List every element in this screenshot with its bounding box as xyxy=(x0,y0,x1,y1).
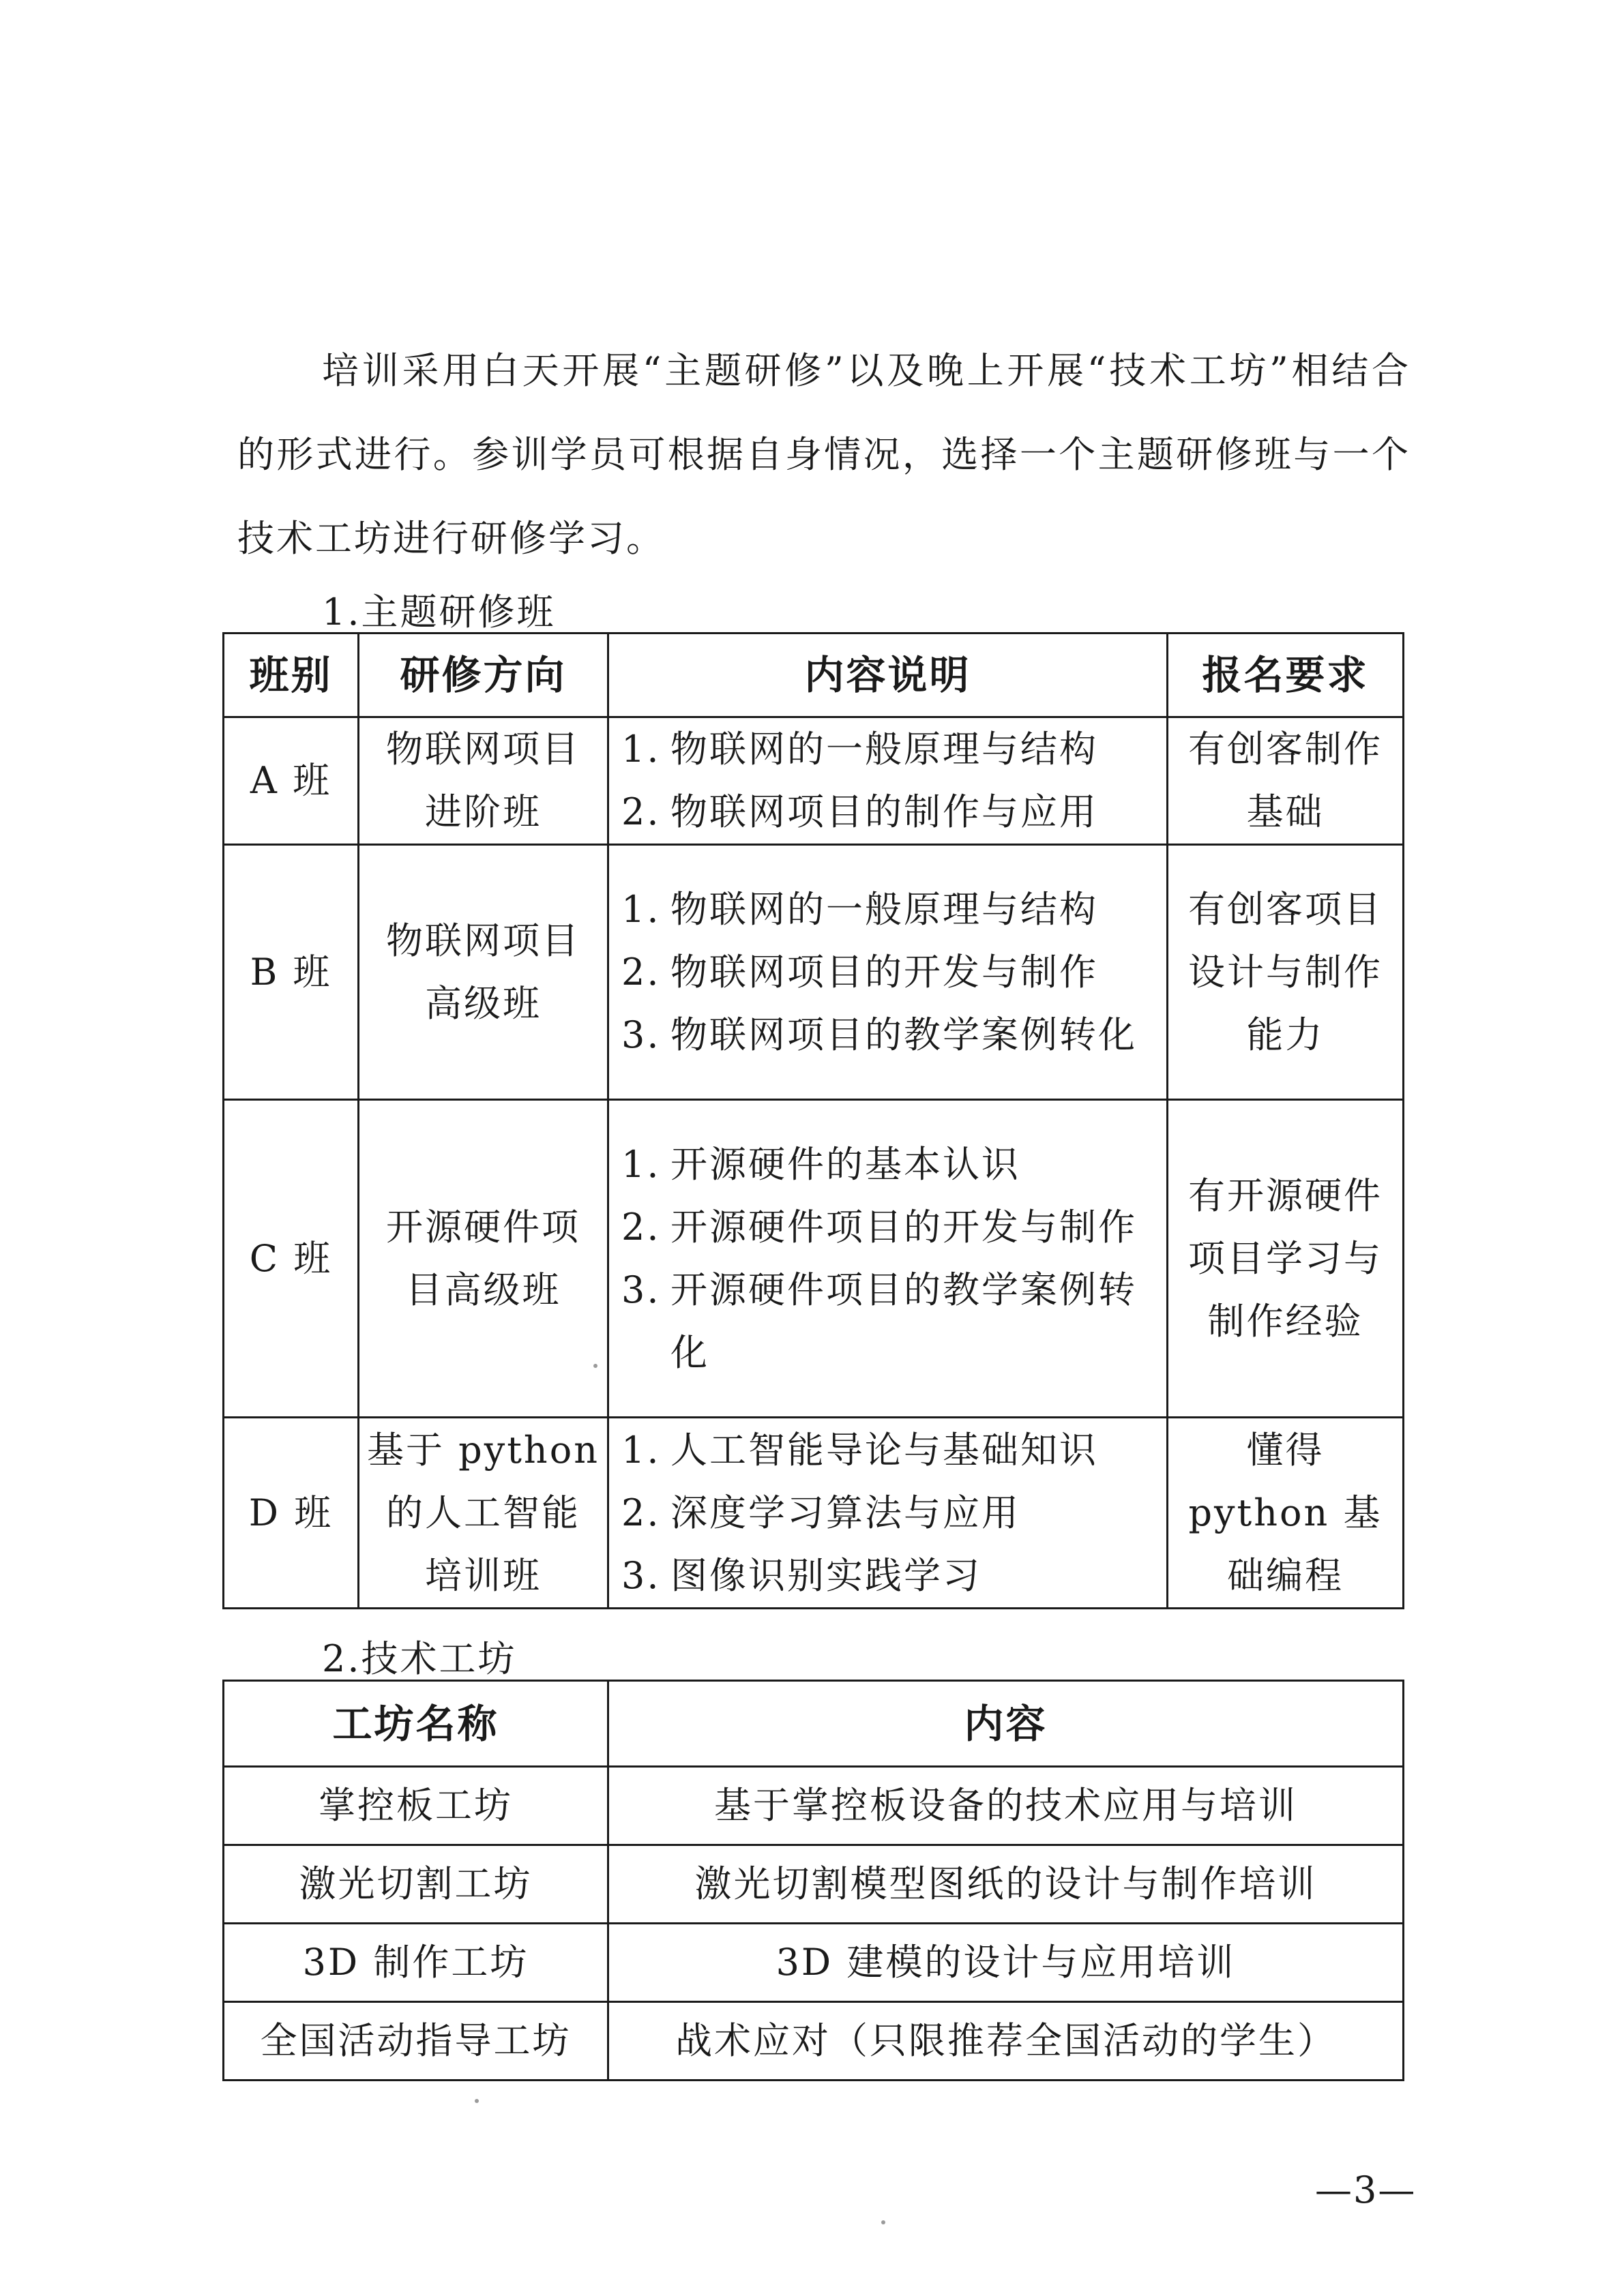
header-class: 班别 xyxy=(224,633,359,717)
workshop-row xyxy=(224,2002,1404,2081)
table-row-a xyxy=(224,717,1404,845)
workshop-content-cell: 3D 建模的设计与应用培训 xyxy=(608,1924,1404,2002)
item-number: 2. xyxy=(621,950,661,994)
direction-cell xyxy=(359,1100,608,1418)
item-text: 物联网的一般原理与结构 xyxy=(670,728,1098,771)
content-item xyxy=(621,941,1161,1004)
direction-line: 开源硬件项 xyxy=(386,1205,580,1249)
item-text: 开源硬件的基本认识 xyxy=(670,1142,1020,1186)
item-text: 人工智能导论与基础知识 xyxy=(670,1428,1098,1472)
direction-line: 目高级班 xyxy=(405,1268,561,1311)
intro-paragraph: 培训采用白天开展“主题研修”以及晚上开展“技术工坊”相结合的形式进行。参训学员可根据自身情况，选择一个主题研修班与一个技术工坊进行研修学习。 xyxy=(237,349,1411,560)
item-text: 深度学习算法与应用 xyxy=(670,1491,1020,1534)
content-item xyxy=(621,878,1161,941)
class-cell: D 班 xyxy=(224,1418,359,1609)
content-item xyxy=(621,1004,1161,1067)
workshop-name-cell: 3D 制作工坊 xyxy=(224,1924,608,2002)
section1-heading: 1.主题研修班 xyxy=(322,591,556,633)
header-direction: 研修方向 xyxy=(359,633,608,717)
requirement-line: 制作经验 xyxy=(1207,1299,1363,1343)
content-item xyxy=(621,1419,1161,1482)
item-number: 1. xyxy=(621,728,661,771)
content-item xyxy=(621,1545,1161,1607)
workshop-table-header-row xyxy=(224,1681,1404,1767)
item-number: 3. xyxy=(621,1553,661,1597)
item-number: 3. xyxy=(621,1013,661,1056)
workshop-content-cell: 激光切割模型图纸的设计与制作培训 xyxy=(608,1845,1404,1924)
direction-cell xyxy=(359,717,608,845)
class-cell: B 班 xyxy=(224,845,359,1100)
content-cell xyxy=(608,717,1168,845)
item-number: 2. xyxy=(621,790,661,833)
requirement-line: 设计与制作 xyxy=(1188,950,1383,994)
workshop-name-cell: 激光切割工坊 xyxy=(224,1845,608,1924)
requirement-line: 有创客制作 xyxy=(1188,728,1383,771)
workshop-row xyxy=(224,1924,1404,2002)
content-item xyxy=(621,1133,1161,1196)
direction-cell xyxy=(359,1418,608,1609)
requirement-cell xyxy=(1168,1418,1404,1609)
course-table-header-row xyxy=(224,633,1404,717)
scan-speck xyxy=(475,2099,479,2103)
requirement-line: 础编程 xyxy=(1227,1553,1344,1597)
content-item xyxy=(621,1259,1161,1384)
requirement-cell xyxy=(1168,1100,1404,1418)
workshop-row xyxy=(224,1767,1404,1845)
item-number: 1. xyxy=(621,1142,661,1186)
requirement-cell xyxy=(1168,717,1404,845)
header-requirement: 报名要求 xyxy=(1168,633,1404,717)
item-text: 开源硬件项目的开发与制作 xyxy=(670,1205,1137,1249)
requirement-line: 基础 xyxy=(1246,790,1325,833)
item-text: 开源硬件项目的教学案例转化 xyxy=(670,1268,1137,1374)
content-item xyxy=(621,1482,1161,1545)
direction-line: 物联网项目 xyxy=(386,728,580,771)
direction-cell xyxy=(359,845,608,1100)
direction-line: 基于 python xyxy=(366,1428,600,1472)
requirement-line: 懂得 xyxy=(1246,1428,1325,1472)
content-item xyxy=(621,1196,1161,1259)
content-item xyxy=(621,781,1161,844)
item-text: 图像识别实践学习 xyxy=(670,1553,981,1597)
table-row-c xyxy=(224,1100,1404,1418)
item-number: 1. xyxy=(621,887,661,931)
direction-line: 培训班 xyxy=(425,1553,542,1597)
requirement-line: 有创客项目 xyxy=(1188,887,1383,931)
workshop-row xyxy=(224,1845,1404,1924)
item-text: 物联网项目的开发与制作 xyxy=(670,950,1098,994)
item-number: 2. xyxy=(621,1205,661,1249)
item-number: 2. xyxy=(621,1491,661,1534)
item-text: 物联网项目的教学案例转化 xyxy=(670,1013,1137,1056)
content-item xyxy=(621,718,1161,781)
item-number: 3. xyxy=(621,1268,661,1311)
section2-heading: 2.技术工坊 xyxy=(322,1637,517,1680)
scan-speck xyxy=(881,2220,885,2224)
item-number: 1. xyxy=(621,1428,661,1472)
direction-line: 的人工智能 xyxy=(386,1491,580,1534)
requirement-line: 能力 xyxy=(1246,1013,1325,1056)
class-cell: A 班 xyxy=(224,717,359,845)
header-workshop-name: 工坊名称 xyxy=(224,1681,608,1767)
content-cell xyxy=(608,1418,1168,1609)
requirement-cell xyxy=(1168,845,1404,1100)
workshop-content-cell: 基于掌控板设备的技术应用与培训 xyxy=(608,1767,1404,1845)
scan-speck xyxy=(593,1364,597,1368)
requirement-line: 项目学习与 xyxy=(1188,1236,1383,1280)
content-cell xyxy=(608,1100,1168,1418)
requirement-line: 有开源硬件 xyxy=(1188,1174,1383,1217)
course-table xyxy=(222,632,1404,1609)
requirement-line: python 基 xyxy=(1188,1491,1383,1534)
workshop-table xyxy=(222,1680,1404,2081)
content-cell xyxy=(608,845,1168,1100)
header-workshop-content: 内容 xyxy=(608,1681,1404,1767)
class-cell: C 班 xyxy=(224,1100,359,1418)
header-content: 内容说明 xyxy=(608,633,1168,717)
direction-line: 物联网项目 xyxy=(386,919,580,962)
workshop-name-cell: 全国活动指导工坊 xyxy=(224,2002,608,2081)
table-row-d xyxy=(224,1418,1404,1609)
direction-line: 高级班 xyxy=(425,981,542,1025)
workshop-name-cell: 掌控板工坊 xyxy=(224,1767,608,1845)
table-row-b xyxy=(224,845,1404,1100)
page-number: —3— xyxy=(1315,2168,1417,2211)
item-text: 物联网项目的制作与应用 xyxy=(670,790,1098,833)
direction-line: 进阶班 xyxy=(425,790,542,833)
workshop-content-cell: 战术应对（只限推荐全国活动的学生） xyxy=(608,2002,1404,2081)
item-text: 物联网的一般原理与结构 xyxy=(670,887,1098,931)
